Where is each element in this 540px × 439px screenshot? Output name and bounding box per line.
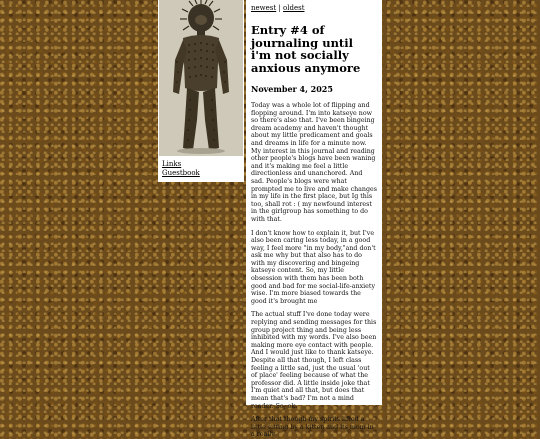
sidebar-link-guestbook[interactable]: Guestbook bbox=[162, 168, 200, 177]
sidebar bbox=[158, 0, 244, 182]
entry-navigation bbox=[251, 4, 377, 13]
entry-paragraph: After that though my spirits lifted a little sitting by a kitten and its mom in a really bbox=[251, 416, 374, 439]
sidebar-links bbox=[162, 160, 200, 177]
entry-paragraph: I don't know how to explain it, but I've also been caring less today, in a good way, I feel more "in my body,"and don't ask me why but that also has to do with my discovering and bingeing katseye content. So, my little obsession with them has been both good and bad for me social-life-anxiety wise. I'm more biased towards the good it's brought me bbox=[251, 229, 376, 305]
journal-entry-panel bbox=[246, 0, 382, 439]
entry-date: November 4, 2025 bbox=[251, 84, 333, 94]
newest-link[interactable]: newest bbox=[251, 4, 277, 12]
entry-title: Entry #4 of journaling until i'm not socially anxious anymore bbox=[251, 23, 361, 75]
entry-paragraph: Today was a whole lot of flipping and flopping around. I'm into katseye now so there's also that. I've been bingeing dream academy and haven't thought about my little predicament and goals and dreams in life for a minute now. My interest in this journal and reading other people's blogs have been waning and it's making me feel a little directionless and unanchored. And sad. People's blogs were what prompted me to live and make changes in my life in the first place, but Ig this too, shall rot : ( my newfound interest in the girlgroup has something to do with that. bbox=[251, 102, 377, 223]
oldest-link[interactable]: oldest bbox=[283, 4, 305, 12]
sidebar-link-links[interactable]: Links bbox=[162, 160, 182, 168]
entry-paragraph: The actual stuff I've done today were replying and sending messages for this group project thing and being less inhibited with my words. I've also been making more eye contact with people. And I would just like to thank katseye. Despite all that though, I left class feeling a little sad, just the usual 'out of place' feeling because of what the professor did. A little inside joke that I'm quiet and all that, but does that mean that's bad? I'm not a mind reader. So, ok. bbox=[251, 311, 377, 410]
armored-figure-photo bbox=[159, 0, 243, 156]
nav-separator: | bbox=[278, 4, 281, 12]
spiked-armor-figure-image bbox=[159, 0, 243, 156]
